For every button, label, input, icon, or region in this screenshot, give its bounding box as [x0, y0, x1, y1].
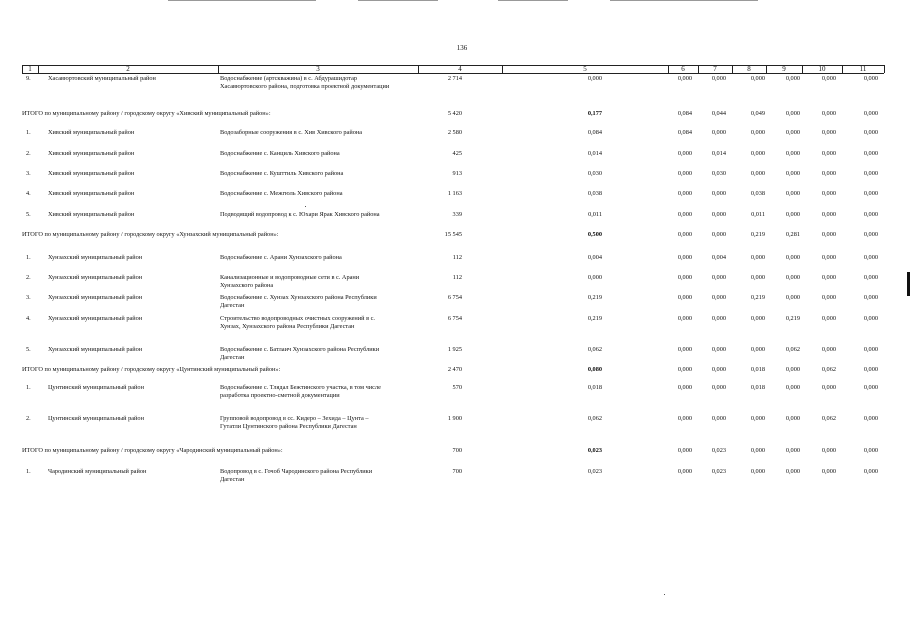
value-c7: 0,004	[711, 254, 726, 261]
value-c6: 0,000	[677, 315, 692, 322]
value-c10: 0,000	[821, 447, 836, 454]
top-scan-line	[610, 0, 758, 1]
value-c11: 0,000	[863, 170, 878, 177]
value-c4: 339	[452, 211, 462, 218]
value-c6: 0,000	[677, 384, 692, 391]
value-c6: 0,000	[677, 294, 692, 301]
value-c5: 0,062	[587, 415, 602, 422]
value-c5: 0,023	[587, 447, 602, 454]
value-c4: 425	[452, 150, 462, 157]
value-c8: 0,018	[750, 384, 765, 391]
district-name: Хунзахский муниципальный район	[48, 254, 143, 261]
value-c5: 0,000	[587, 274, 602, 281]
header-divider	[22, 65, 23, 73]
value-c5: 0,004	[587, 254, 602, 261]
value-c10: 0,000	[821, 110, 836, 117]
header-divider	[418, 65, 419, 73]
value-c5: 0,500	[587, 231, 602, 238]
header-divider	[802, 65, 803, 73]
value-c11: 0,000	[863, 254, 878, 261]
value-c5: 0,030	[587, 170, 602, 177]
district-name: Цунтинский муниципальный район	[48, 415, 144, 422]
district-name: Хунзахский муниципальный район	[48, 315, 143, 322]
value-c4: 913	[452, 170, 462, 177]
value-c9: 0,000	[785, 75, 800, 82]
district-name: Чародинский муниципальный район	[48, 468, 147, 475]
value-c10: 0,000	[821, 346, 836, 353]
value-c6: 0,000	[677, 75, 692, 82]
value-c11: 0,000	[863, 190, 878, 197]
value-c10: 0,000	[821, 315, 836, 322]
value-c10: 0,000	[821, 274, 836, 281]
value-c7: 0,023	[711, 447, 726, 454]
header-cell: 1	[28, 65, 32, 73]
header-cell: 10	[818, 65, 826, 73]
value-c10: 0,000	[821, 170, 836, 177]
value-c10: 0,062	[821, 366, 836, 373]
row-number: 1.	[26, 468, 31, 475]
header-divider	[698, 65, 699, 73]
value-c9: 0,000	[785, 384, 800, 391]
value-c8: 0,000	[750, 447, 765, 454]
value-c4: 5 420	[447, 110, 462, 117]
value-c6: 0,000	[677, 346, 692, 353]
value-c4: 570	[452, 384, 462, 391]
row-number: 2.	[26, 415, 31, 422]
value-c10: 0,000	[821, 254, 836, 261]
value-c6: 0,000	[677, 231, 692, 238]
header-divider	[668, 65, 669, 73]
object-name: Подводящий водопровод к с. Юхари Ярак Хивского района	[220, 211, 380, 218]
value-c5: 0,018	[587, 384, 602, 391]
value-c4: 2 580	[447, 129, 462, 136]
value-c11: 0,000	[863, 294, 878, 301]
scan-speck	[305, 206, 306, 207]
value-c5: 0,014	[587, 150, 602, 157]
object-name: Водоснабжение (артскважина) в с. Абдурашидотар Хасавюртовского района, подготовка проектной документации	[220, 75, 390, 90]
object-name: Водоснабжение с. Арани Хунзахского района	[220, 254, 342, 261]
header-divider	[884, 65, 885, 73]
value-c9: 0,000	[785, 274, 800, 281]
scan-margin-mark	[907, 272, 910, 296]
value-c11: 0,000	[863, 274, 878, 281]
value-c7: 0,000	[711, 294, 726, 301]
value-c4: 2 714	[447, 75, 462, 82]
total-label: ИТОГО по муниципальному району / городскому округу «Чародинский муниципальный район»:	[22, 447, 283, 454]
value-c10: 0,000	[821, 150, 836, 157]
row-number: 9.	[26, 75, 31, 82]
value-c7: 0,000	[711, 415, 726, 422]
value-c7: 0,000	[711, 384, 726, 391]
value-c8: 0,000	[750, 75, 765, 82]
total-label: ИТОГО по муниципальному району / городскому округу «Хунзахский муниципальный район»:	[22, 231, 279, 238]
value-c6: 0,084	[677, 110, 692, 117]
value-c8: 0,000	[750, 315, 765, 322]
value-c11: 0,000	[863, 366, 878, 373]
object-name: Водоснабжение с. Канциль Хивского района	[220, 150, 340, 157]
object-name: Водоснабжение с. Межгюль Хивского района	[220, 190, 343, 197]
value-c10: 0,000	[821, 190, 836, 197]
row-number: 1.	[26, 129, 31, 136]
district-name: Хунзахский муниципальный район	[48, 274, 143, 281]
value-c8: 0,000	[750, 170, 765, 177]
row-number: 3.	[26, 294, 31, 301]
value-c4: 112	[452, 274, 462, 281]
district-name: Хасавюртовский муниципальный район	[48, 75, 156, 82]
value-c11: 0,000	[863, 150, 878, 157]
value-c8: 0,219	[750, 294, 765, 301]
row-number: 1.	[26, 254, 31, 261]
value-c9: 0,219	[785, 315, 800, 322]
district-name: Хивский муниципальный район	[48, 129, 135, 136]
value-c5: 0,062	[587, 346, 602, 353]
row-number: 4.	[26, 190, 31, 197]
value-c7: 0,000	[711, 346, 726, 353]
value-c11: 0,000	[863, 110, 878, 117]
value-c6: 0,000	[677, 274, 692, 281]
value-c9: 0,000	[785, 447, 800, 454]
header-cell: 2	[126, 65, 130, 73]
value-c5: 0,080	[587, 366, 602, 373]
object-name: Водоснабжение с. Тлядал Бежтинского участка, в том числе разработка проектно-сметной документации	[220, 384, 381, 399]
value-c10: 0,000	[821, 384, 836, 391]
value-c7: 0,030	[711, 170, 726, 177]
total-label: ИТОГО по муниципальному району / городскому округу «Хивский муниципальный район»:	[22, 110, 271, 117]
top-scan-line	[358, 0, 438, 1]
page-number: 136	[456, 44, 468, 52]
total-label: ИТОГО по муниципальному району / городскому округу «Цунтинский муниципальный район»:	[22, 366, 281, 373]
value-c7: 0,014	[711, 150, 726, 157]
value-c9: 0,000	[785, 170, 800, 177]
top-scan-line	[498, 0, 568, 1]
value-c4: 700	[452, 468, 462, 475]
scan-speck	[664, 594, 665, 595]
value-c9: 0,000	[785, 211, 800, 218]
value-c9: 0,062	[785, 346, 800, 353]
value-c9: 0,000	[785, 294, 800, 301]
value-c7: 0,044	[711, 110, 726, 117]
value-c5: 0,219	[587, 315, 602, 322]
value-c10: 0,000	[821, 75, 836, 82]
value-c5: 0,023	[587, 468, 602, 475]
value-c4: 700	[452, 447, 462, 454]
object-name: Водоснабжение с. Кушттиль Хивского района	[220, 170, 344, 177]
value-c11: 0,000	[863, 384, 878, 391]
value-c4: 112	[452, 254, 462, 261]
header-divider	[38, 65, 39, 73]
value-c4: 6 754	[447, 294, 462, 301]
value-c5: 0,000	[587, 75, 602, 82]
value-c5: 0,219	[587, 294, 602, 301]
value-c11: 0,000	[863, 468, 878, 475]
value-c8: 0,219	[750, 231, 765, 238]
value-c7: 0,000	[711, 315, 726, 322]
header-cell: 8	[747, 65, 751, 73]
value-c8: 0,000	[750, 274, 765, 281]
header-bottom-line	[22, 73, 884, 74]
object-name: Строительство водопроводных очистных сооружений в с. Хунзах, Хунзахского района Республики Дагестан	[220, 315, 375, 330]
value-c7: 0,000	[711, 75, 726, 82]
header-cell: 7	[713, 65, 717, 73]
header-cell: 3	[316, 65, 320, 73]
object-name: Канализационные и водопроводные сети в с. Арани Хунзахского района	[220, 274, 360, 289]
value-c11: 0,000	[863, 447, 878, 454]
row-number: 4.	[26, 315, 31, 322]
header-divider	[732, 65, 733, 73]
header-cell: 11	[859, 65, 867, 73]
value-c4: 1 900	[447, 415, 462, 422]
value-c7: 0,000	[711, 190, 726, 197]
header-divider	[502, 65, 503, 73]
value-c6: 0,000	[677, 468, 692, 475]
district-name: Хивский муниципальный район	[48, 170, 135, 177]
value-c8: 0,000	[750, 254, 765, 261]
header-cell: 9	[782, 65, 786, 73]
row-number: 5.	[26, 211, 31, 218]
value-c6: 0,000	[677, 150, 692, 157]
object-name: Групповой водопровод в сс. Кидеро – Зехида – Цунта – Гутатли Цунтинского района Республики Дагестан	[220, 415, 369, 430]
value-c5: 0,084	[587, 129, 602, 136]
district-name: Хивский муниципальный район	[48, 150, 135, 157]
district-name: Цунтинский муниципальный район	[48, 384, 144, 391]
value-c9: 0,000	[785, 366, 800, 373]
value-c7: 0,000	[711, 366, 726, 373]
value-c10: 0,000	[821, 129, 836, 136]
value-c9: 0,000	[785, 468, 800, 475]
header-cell: 6	[681, 65, 685, 73]
value-c8: 0,000	[750, 129, 765, 136]
value-c8: 0,011	[751, 211, 765, 218]
row-number: 3.	[26, 170, 31, 177]
value-c4: 1 925	[447, 346, 462, 353]
header-cell: 5	[583, 65, 587, 73]
value-c5: 0,038	[587, 190, 602, 197]
value-c4: 15 545	[444, 231, 462, 238]
value-c4: 1 163	[447, 190, 462, 197]
header-cell: 4	[458, 65, 462, 73]
value-c11: 0,000	[863, 415, 878, 422]
value-c5: 0,011	[588, 211, 602, 218]
value-c6: 0,000	[677, 170, 692, 177]
object-name: Водозаборные сооружения в с. Хив Хивского района	[220, 129, 363, 136]
value-c6: 0,000	[677, 366, 692, 373]
value-c9: 0,000	[785, 190, 800, 197]
header-divider	[766, 65, 767, 73]
value-c6: 0,000	[677, 447, 692, 454]
value-c6: 0,000	[677, 254, 692, 261]
value-c9: 0,000	[785, 129, 800, 136]
value-c11: 0,000	[863, 346, 878, 353]
object-name: Водопровод в с. Гочоб Чародинского района Республики Дагестан	[220, 468, 373, 483]
value-c4: 2 470	[447, 366, 462, 373]
header-divider	[218, 65, 219, 73]
district-name: Хунзахский муниципальный район	[48, 346, 143, 353]
value-c9: 0,000	[785, 254, 800, 261]
value-c6: 0,000	[677, 190, 692, 197]
value-c8: 0,049	[750, 110, 765, 117]
district-name: Хивский муниципальный район	[48, 190, 135, 197]
value-c11: 0,000	[863, 231, 878, 238]
district-name: Хунзахский муниципальный район	[48, 294, 143, 301]
value-c9: 0,281	[785, 231, 800, 238]
value-c8: 0,000	[750, 346, 765, 353]
value-c7: 0,000	[711, 231, 726, 238]
value-c8: 0,000	[750, 415, 765, 422]
value-c8: 0,018	[750, 366, 765, 373]
value-c6: 0,084	[677, 129, 692, 136]
value-c10: 0,062	[821, 415, 836, 422]
value-c11: 0,000	[863, 315, 878, 322]
object-name: Водоснабжение с. Хунзах Хунзахского района Республики Дагестан	[220, 294, 377, 309]
row-number: 2.	[26, 150, 31, 157]
value-c10: 0,000	[821, 231, 836, 238]
object-name: Водоснабжение с. Батлаич Хунзахского района Республики Дагестан	[220, 346, 380, 361]
value-c4: 6 754	[447, 315, 462, 322]
value-c9: 0,000	[785, 150, 800, 157]
value-c10: 0,000	[821, 211, 836, 218]
header-divider	[842, 65, 843, 73]
value-c9: 0,000	[785, 110, 800, 117]
value-c6: 0,000	[677, 211, 692, 218]
value-c11: 0,000	[863, 75, 878, 82]
value-c11: 0,000	[863, 129, 878, 136]
value-c8: 0,000	[750, 468, 765, 475]
value-c8: 0,038	[750, 190, 765, 197]
value-c9: 0,000	[785, 415, 800, 422]
district-name: Хивский муниципальный район	[48, 211, 135, 218]
value-c7: 0,000	[711, 211, 726, 218]
top-scan-line	[168, 0, 316, 1]
value-c10: 0,000	[821, 294, 836, 301]
row-number: 1.	[26, 384, 31, 391]
value-c10: 0,000	[821, 468, 836, 475]
row-number: 5.	[26, 346, 31, 353]
value-c7: 0,023	[711, 468, 726, 475]
value-c11: 0,000	[863, 211, 878, 218]
value-c7: 0,000	[711, 129, 726, 136]
row-number: 2.	[26, 274, 31, 281]
value-c5: 0,177	[587, 110, 602, 117]
value-c7: 0,000	[711, 274, 726, 281]
value-c8: 0,000	[750, 150, 765, 157]
value-c6: 0,000	[677, 415, 692, 422]
